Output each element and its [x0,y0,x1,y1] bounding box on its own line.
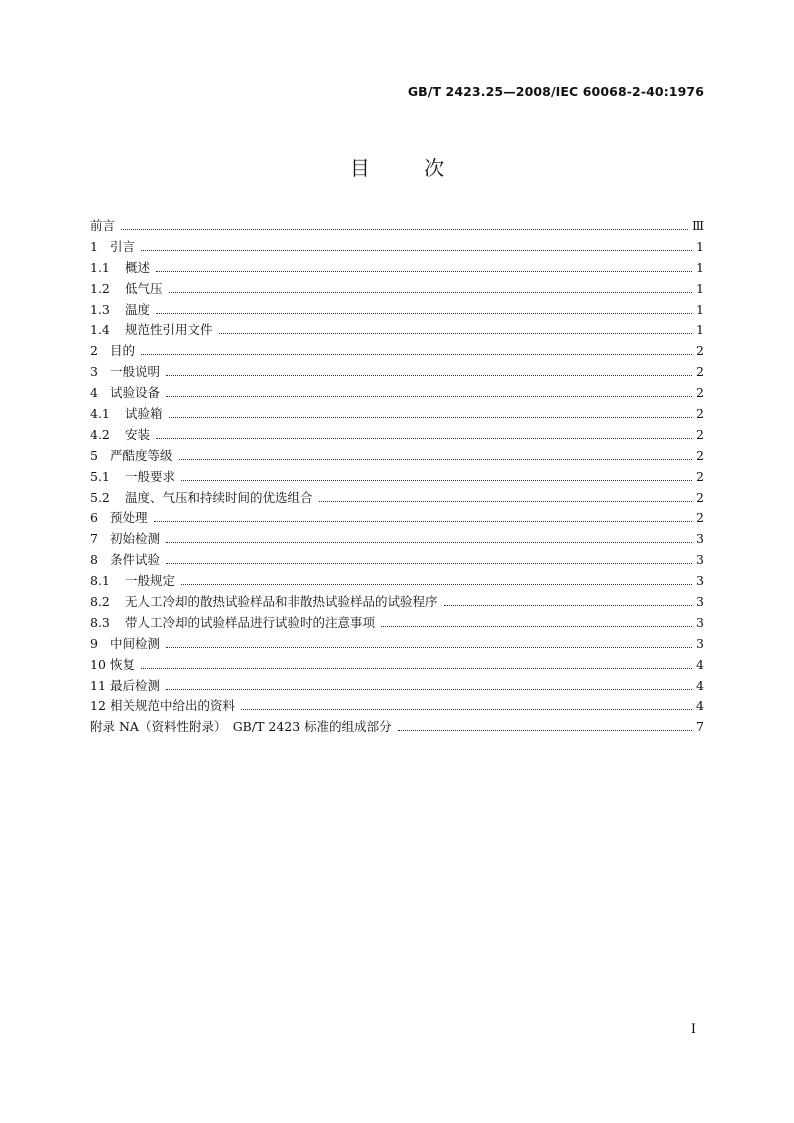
toc-entry-label: 一般规定 [125,573,176,589]
toc-entry[interactable] [90,237,704,258]
toc-entry[interactable] [90,634,704,655]
dot-leader [141,354,692,355]
toc-entry-number: 4 [90,385,98,401]
toc-entry-number: 8.2 [90,594,110,610]
toc-entry[interactable] [90,592,704,613]
toc-entry[interactable] [90,446,704,467]
dot-leader [381,626,692,627]
toc-entry[interactable] [90,717,704,738]
toc-entry-number: 3 [90,364,98,380]
toc-entry-page: 1 [696,259,704,275]
dot-leader [169,417,692,418]
dot-leader [166,542,692,543]
toc-entry-number: 1.4 [90,322,110,338]
toc-entry-page: 2 [696,343,704,359]
toc-entry-label: 附录 NA（资料性附录） GB/T 2423 标准的组成部分 [90,719,392,735]
toc-entry-label: 一般要求 [125,468,176,484]
page-number: I [690,1022,696,1037]
dot-leader [141,250,692,251]
dot-leader [166,375,692,376]
toc-entry[interactable] [90,655,704,676]
dot-leader [169,292,692,293]
toc-entry-number: 1.2 [90,280,110,296]
toc-entry-page: 2 [696,447,704,463]
toc-entry-page: 1 [696,301,704,317]
dot-leader [398,730,692,731]
toc-entry[interactable] [90,300,704,321]
toc-entry-number: 12 [90,698,106,714]
toc-entry-page: 3 [696,531,704,547]
toc-entry-page: 3 [696,635,704,651]
toc-entry-number: 8 [90,552,98,568]
toc-entry-label: 低气压 [125,280,163,296]
dot-leader [181,584,692,585]
toc-entry-page: 2 [696,385,704,401]
toc-entry[interactable] [90,696,704,717]
toc-entry[interactable] [90,571,704,592]
toc-entry-number: 8.3 [90,614,110,630]
toc-entry-page: 2 [696,468,704,484]
standard-header: GB/T 2423.25—2008/IEC 60068-2-40:1976 [407,84,704,99]
toc-entry[interactable] [90,320,704,341]
toc-entry-page: Ⅲ [691,218,704,233]
toc-entry-page: 4 [696,656,704,672]
dot-leader [219,333,692,334]
dot-leader [156,271,692,272]
toc-entry-number: 1 [90,238,98,254]
toc-entry-label: 规范性引用文件 [125,322,213,338]
dot-leader [141,668,692,669]
toc-entry-number: 1.3 [90,301,110,317]
toc-entry-label: 初始检测 [110,531,161,547]
table-of-contents [90,216,704,738]
dot-leader [181,480,692,481]
toc-entry-page: 3 [696,594,704,610]
toc-entry-page: 1 [696,280,704,296]
toc-entry[interactable] [90,508,704,529]
toc-entry-label: 中间检测 [110,635,161,651]
toc-entry-number: 4.2 [90,426,110,442]
toc-entry-page: 1 [696,238,704,254]
title-char: 次 [424,156,445,180]
toc-entry[interactable] [90,467,704,488]
toc-entry-number: 4.1 [90,406,110,422]
toc-entry[interactable] [90,529,704,550]
toc-entry-label: 前言 [90,218,116,233]
toc-entry[interactable] [90,425,704,446]
toc-entry[interactable] [90,488,704,509]
toc-entry-number: 9 [90,635,98,651]
toc-entry-number: 10 [90,656,106,672]
toc-entry-page: 7 [696,719,704,735]
toc-entry[interactable] [90,362,704,383]
dot-leader [241,709,692,710]
toc-entry-label: 试验设备 [110,385,161,401]
dot-leader [166,647,692,648]
dot-leader [154,521,692,522]
toc-entry[interactable] [90,550,704,571]
dot-leader [156,438,692,439]
toc-entry-label: 引言 [110,238,136,254]
page-title [0,152,794,181]
toc-entry-number: 8.1 [90,573,110,589]
dot-leader [179,459,692,460]
toc-entry-number: 1.1 [90,259,110,275]
dot-leader [156,313,692,314]
toc-entry-label: 试验箱 [125,406,163,422]
toc-entry-label: 恢复 [110,656,136,672]
toc-entry-page: 1 [696,322,704,338]
toc-entry[interactable] [90,383,704,404]
toc-entry-page: 4 [696,677,704,693]
toc-entry-label: 概述 [125,259,151,275]
toc-entry[interactable] [90,216,704,237]
toc-entry-page: 2 [696,426,704,442]
toc-entry[interactable] [90,341,704,362]
dot-leader [166,563,692,564]
toc-entry[interactable] [90,279,704,300]
toc-entry-label: 安装 [125,426,151,442]
toc-entry-number: 11 [90,677,106,693]
toc-entry-label: 目的 [110,343,136,359]
toc-entry-page: 2 [696,510,704,526]
toc-entry-label: 严酷度等级 [110,447,173,463]
toc-entry-page: 2 [696,364,704,380]
toc-entry-label: 带人工冷却的试验样品进行试验时的注意事项 [125,614,376,630]
toc-entry[interactable] [90,676,704,697]
toc-entry-number: 5 [90,447,98,463]
toc-entry-label: 条件试验 [110,552,161,568]
toc-entry-page: 2 [696,489,704,505]
title-char: 目 [349,156,370,180]
toc-entry-number: 5.1 [90,468,110,484]
toc-entry-number: 7 [90,531,98,547]
dot-leader [444,605,692,606]
dot-leader [121,229,688,230]
toc-entry-label: 一般说明 [110,364,161,380]
toc-entry-label: 相关规范中给出的资料 [110,698,236,714]
toc-entry[interactable] [90,613,704,634]
toc-entry-page: 3 [696,573,704,589]
toc-entry-label: 预处理 [110,510,148,526]
toc-entry-number: 6 [90,510,98,526]
toc-entry-number: 2 [90,343,98,359]
toc-entry-label: 无人工冷却的散热试验样品和非散热试验样品的试验程序 [125,594,438,610]
toc-entry[interactable] [90,404,704,425]
toc-entry-label: 温度、气压和持续时间的优选组合 [125,489,313,505]
toc-entry-page: 2 [696,406,704,422]
toc-entry-label: 温度 [125,301,151,317]
dot-leader [166,396,692,397]
dot-leader [166,689,692,690]
toc-entry[interactable] [90,258,704,279]
toc-entry-page: 3 [696,552,704,568]
toc-entry-label: 最后检测 [110,677,161,693]
toc-entry-page: 3 [696,614,704,630]
dot-leader [319,501,692,502]
toc-entry-page: 4 [696,698,704,714]
toc-entry-number: 5.2 [90,489,110,505]
